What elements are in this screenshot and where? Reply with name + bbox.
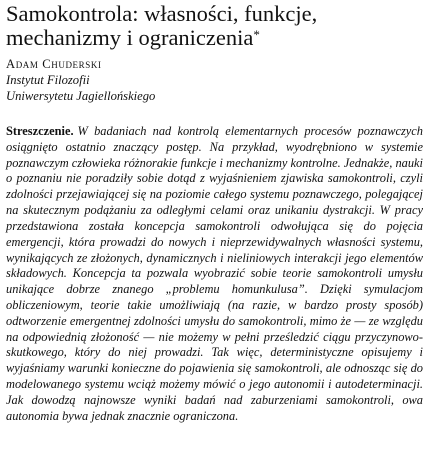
affiliation-university: Uniwersytetu Jagiellońskiego — [6, 89, 156, 103]
affiliation-institute: Instytut Filozofii — [6, 73, 90, 87]
author-block — [6, 56, 406, 104]
author-name: Adam Chuderski — [6, 57, 102, 71]
title-footnote-mark: * — [253, 27, 260, 42]
paper-title — [6, 2, 424, 50]
title-line-1: Samokontrola: własności, funkcje, — [6, 1, 318, 26]
abstract-label: Streszczenie. — [6, 124, 74, 138]
abstract — [6, 124, 423, 424]
abstract-text: W badaniach nad kontrolą elementarnych procesów poznawczych osiągnięto ostatnio znaczący postęp. Na przykład, wyodrębniono w systemie poznawczym człowieka różnorakie funkcje i mechanizmy kontrolne. Jednakże, nauki o poznaniu nie poradziły sobie dotąd z wyjaśnieniem zjawiska samokontroli, czyli zdolności przejawiającej się na poziomie całego systemu poznawczego, polegającej na skutecznym podążaniu za odległymi celami oraz unikaniu dystrakcji. W pracy przedstawiona została koncepcja samokontroli odwołująca się do pojęcia emergencji, która prowadzi do nowych i nieprzewidywalnych własności systemu, wynikających ze złożonych, dynamicznych i nieliniowych interakcji jego elementów składowych. Koncepcja ta pozwala wyobrazić sobie teorie samokontroli umysłu unikające dobrze znanego „problemu homunkulusa”. Dzięki symulacjom obliczeniowym, teorie takie umożliwiają (na razie, w bardzo prosty sposób) odtworzenie emergentnej zdolności umysłu do samokontroli, mimo że — ze względu na odpowiednią złożoność — nie możemy w pełni prześledzić ciągu przyczynowo-skutkowego, który do niej prowadzi. Tak więc, deterministyczne opisujemy i wyjaśniamy warunki konieczne do pojawienia się samokontroli, ale odnosząc się do modelowanego systemu wciąż możemy mówić o jego autonomii i autodeterminacji. Jak dowodzą najnowsze wyniki badań nad zaburzeniami samokontroli, owa autonomia bywa jednak znacznie ograniczona. — [6, 124, 423, 423]
title-line-2: mechanizmy i ograniczenia — [6, 25, 254, 50]
